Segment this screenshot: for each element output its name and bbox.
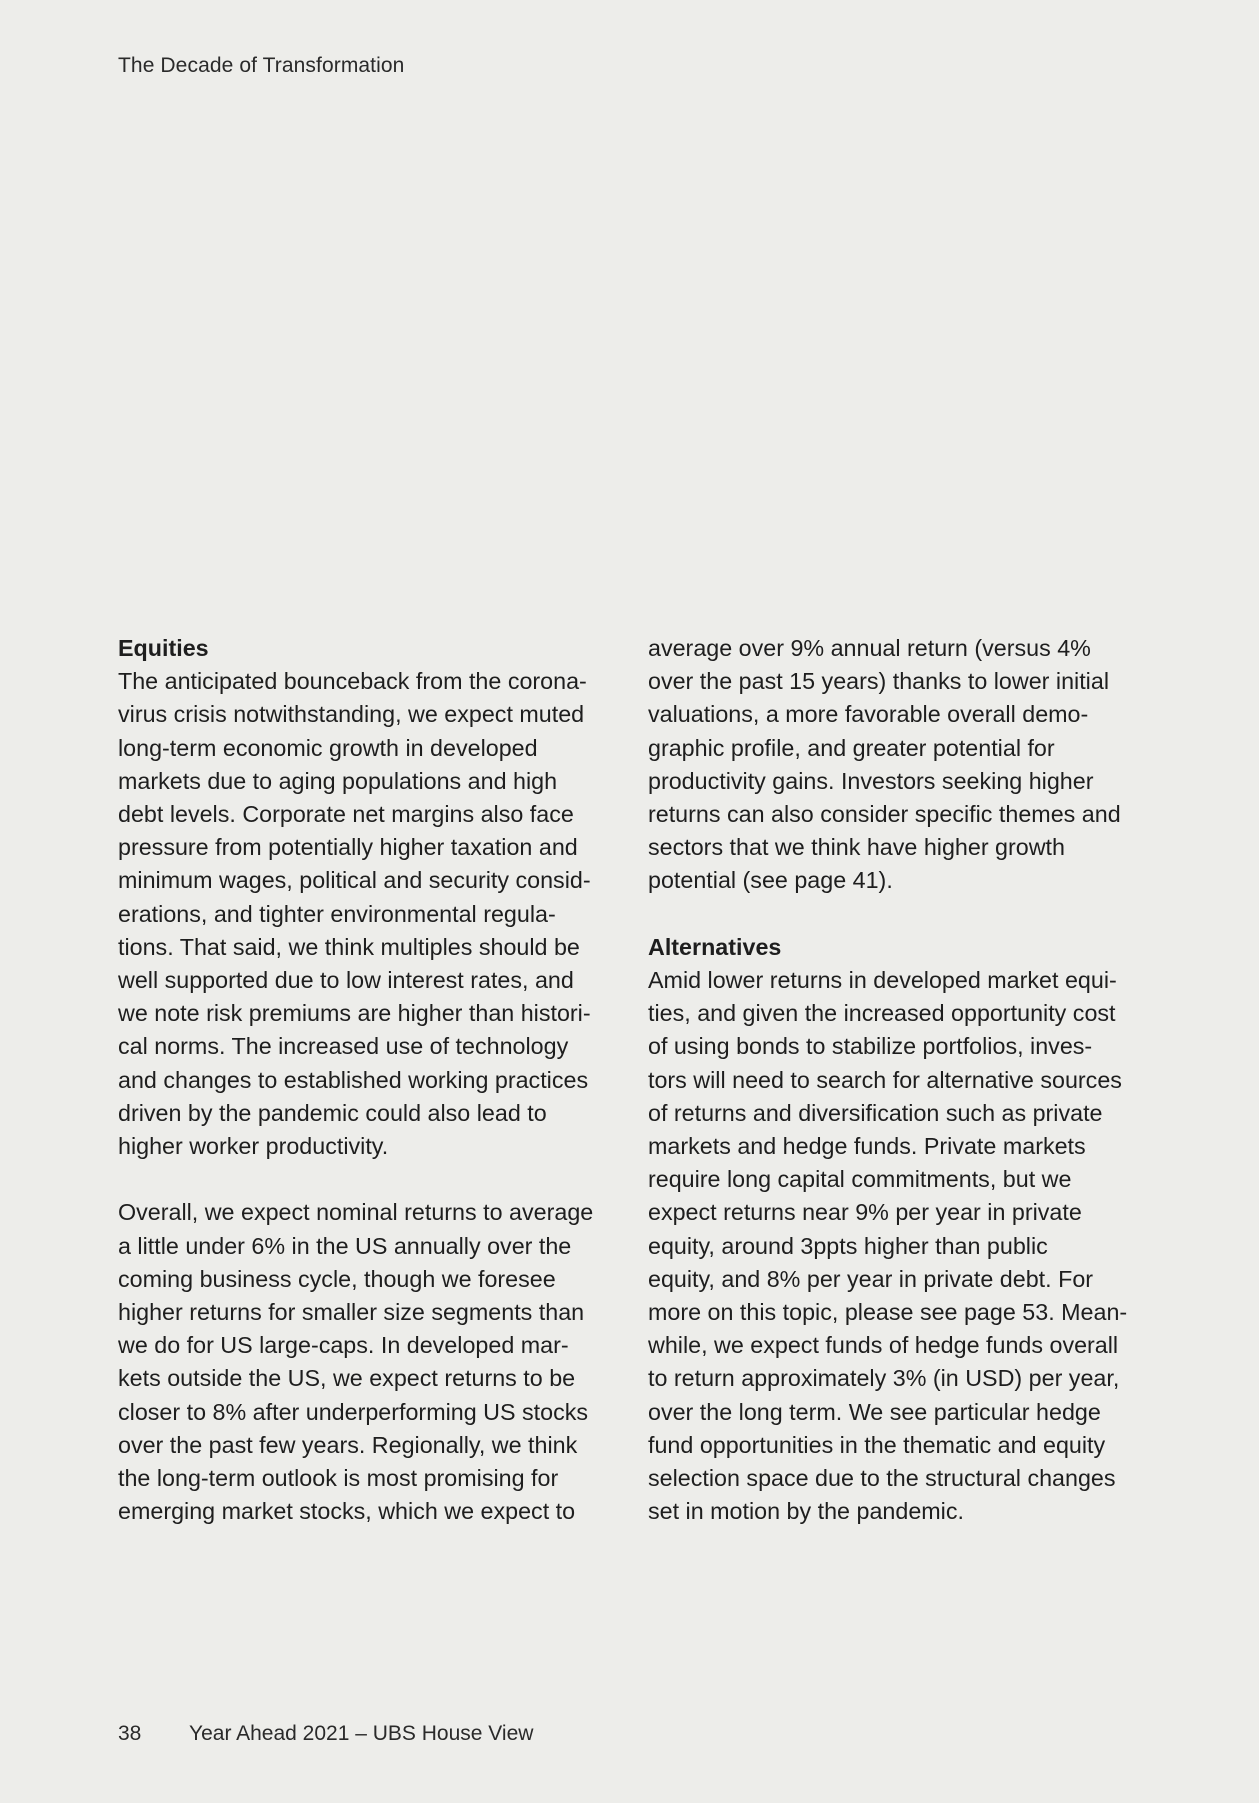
publication-title: Year Ahead 2021 – UBS House View [189,1722,534,1745]
text-line: Overall, we expect nominal returns to average [118,1199,594,1226]
text-line: while, we expect funds of hedge funds overall [648,1332,1119,1359]
text-line: over the past few years. Regionally, we think [118,1431,578,1458]
text-line: we do for US large-caps. In developed mar- [118,1332,569,1359]
text-line: returns can also consider specific themes and [648,801,1121,828]
text-line: erations, and tighter environmental regula- [118,900,556,927]
text-line: tors will need to search for alternative sources [648,1066,1122,1093]
text-line: debt levels. Corporate net margins also face [118,801,574,828]
text-line: virus crisis notwithstanding, we expect muted [118,701,585,728]
text-line: markets due to aging populations and high [118,767,558,794]
text-line: markets and hedge funds. Private markets [648,1133,1086,1160]
text-line: require long capital commitments, but we [648,1166,1072,1193]
text-line: and changes to established working practices [118,1066,589,1093]
text-line: cal norms. The increased use of technology [118,1033,569,1060]
text-line: equity, and 8% per year in private debt. For [648,1265,1094,1292]
text-line: driven by the pandemic could also lead to [118,1099,547,1126]
paragraph-spacer [648,898,1156,931]
text-line: more on this topic, please see page 53. Mean- [648,1299,1128,1326]
text-line: the long-term outlook is most promising for [118,1465,559,1492]
text-line: ties, and given the increased opportunity cost [648,1000,1116,1027]
text-line: productivity gains. Investors seeking higher [648,767,1094,794]
right-column [648,632,1156,1528]
text-line: higher worker productivity. [118,1133,389,1160]
text-line: closer to 8% after underperforming US stocks [118,1398,589,1425]
text-line: of using bonds to stabilize portfolios, inves- [648,1033,1093,1060]
text-line: over the past 15 years) thanks to lower initial [648,668,1109,695]
text-line: The anticipated bounceback from the corona- [118,668,587,695]
overall-returns-paragraph [118,1196,626,1528]
text-line: over the long term. We see particular hedge [648,1398,1101,1425]
text-line: expect returns near 9% per year in private [648,1199,1082,1226]
text-line: potential (see page 41). [648,867,893,894]
text-line: a little under 6% in the US annually over the [118,1232,572,1259]
equities-heading: Equities [118,635,209,661]
text-line: to return approximately 3% (in USD) per year, [648,1365,1120,1392]
text-line: pressure from potentially higher taxation and [118,834,578,861]
text-line: kets outside the US, we expect returns to be [118,1365,576,1392]
text-line: coming business cycle, though we foresee [118,1265,556,1292]
text-line: we note risk premiums are higher than histori- [118,1000,591,1027]
text-line: higher returns for smaller size segments than [118,1299,585,1326]
paragraph-spacer [118,1163,626,1196]
text-line: minimum wages, political and security consid- [118,867,591,894]
text-line: equity, around 3ppts higher than public [648,1232,1048,1259]
left-column [118,632,626,1528]
equities-continuation-paragraph [648,632,1156,898]
text-line: Amid lower returns in developed market equi- [648,967,1117,994]
alternatives-paragraph [648,964,1156,1528]
equities-paragraph [118,665,626,1163]
text-line: long-term economic growth in developed [118,734,538,761]
text-line: tions. That said, we think multiples should be [118,933,580,960]
alternatives-heading: Alternatives [648,933,782,960]
text-line: sectors that we think have higher growth [648,834,1065,861]
page-number: 38 [118,1722,142,1745]
text-line: graphic profile, and greater potential for [648,734,1055,761]
text-line: selection space due to the structural changes [648,1465,1116,1492]
text-line: well supported due to low interest rates, and [118,967,574,994]
text-line: emerging market stocks, which we expect to [118,1498,576,1525]
running-title: The Decade of Transformation [118,54,405,77]
text-line: fund opportunities in the thematic and equity [648,1431,1106,1458]
text-line: valuations, a more favorable overall demo- [648,701,1089,728]
text-line: of returns and diversification such as private [648,1099,1103,1126]
text-line: set in motion by the pandemic. [648,1498,964,1525]
text-line: average over 9% annual return (versus 4% [648,635,1091,661]
